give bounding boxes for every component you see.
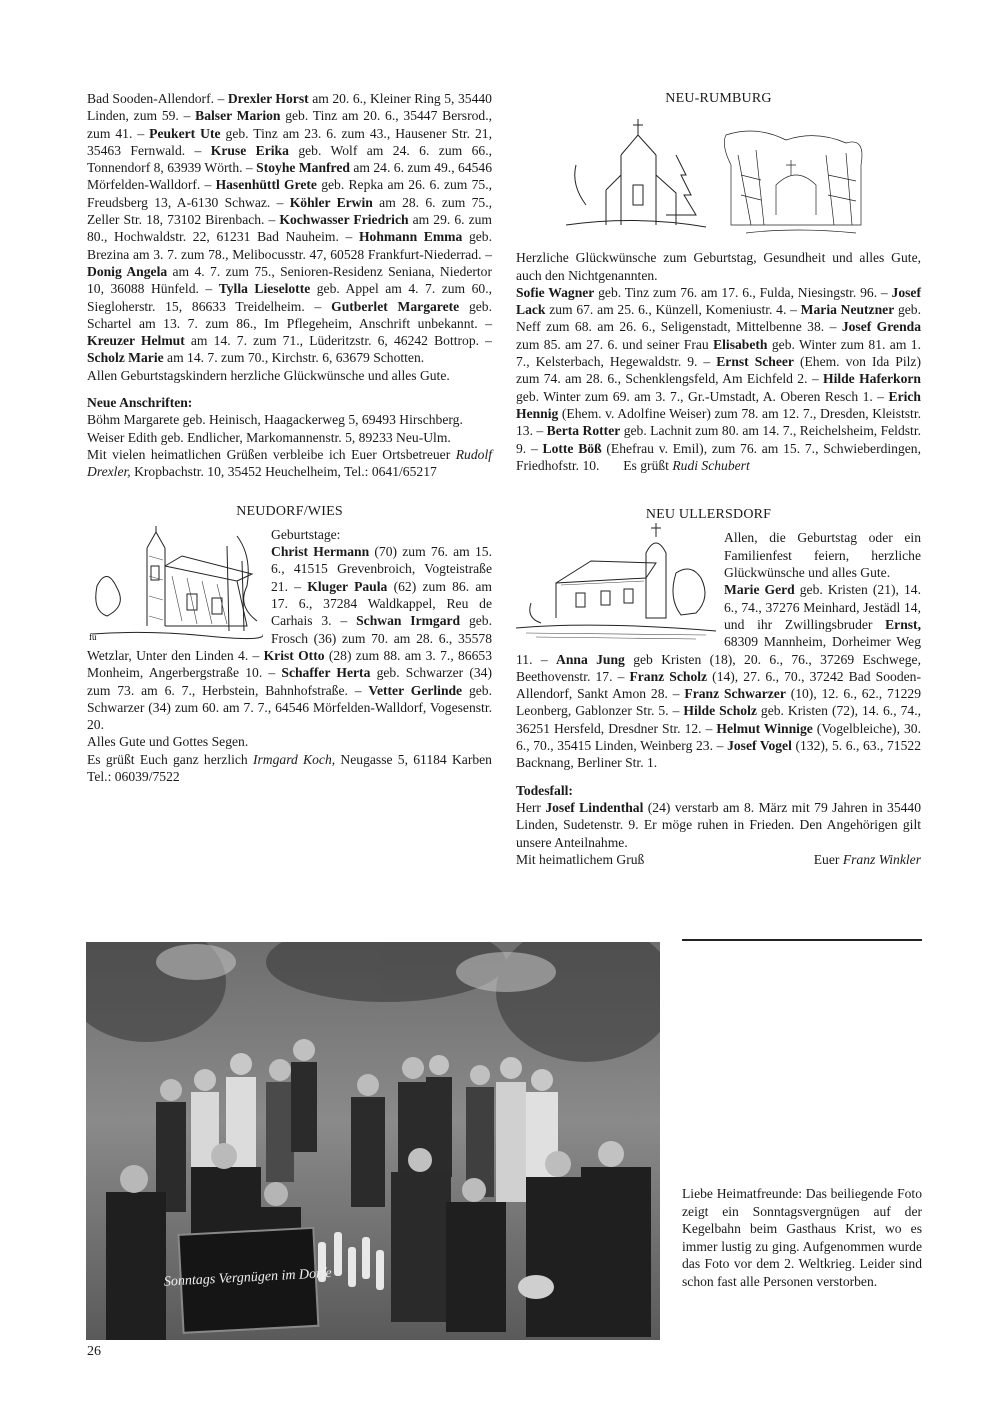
text-run: geb. Appel am 4. 7. zum 60., Siegloherstr. 15, 86633 Treidelheim. – (87, 281, 493, 314)
left-column (87, 90, 492, 785)
person-name: Hilde Scholz (683, 703, 757, 719)
wishes: Alles Gute und Gottes Segen. (87, 734, 249, 750)
photo-caption: Liebe Heimatfreunde: Das beiliegende Foto zeigt ein Sonntagsvergnügen auf der Kegelbahn beim Gasthaus Krist, wo es immer lustig zu ging. Aufgenommen wurde das Foto vor dem 2. Weltkrieg. Leider sind schon fast alle Personen verstorben. (682, 1186, 922, 1289)
person-name: Erich Hennig (516, 388, 921, 421)
text-run: (Ehem. von Ida Pilz) zum 74. am 28. 6., Schenklengsfeld, Am Eichfeld 2. – (516, 354, 921, 387)
text-run: (Vogelbleiche), 30. 6., 70., 35415 Linden, Weinberg 23. – (516, 720, 921, 754)
group-photo (86, 942, 660, 1340)
signature-schubert: Rudi Schubert (672, 457, 750, 473)
person-name: Josef Grenda (841, 319, 921, 335)
death-heading: Todesfall: (516, 782, 573, 798)
person-name: Peukert Ute (149, 125, 221, 141)
divider-rule (682, 939, 922, 941)
person-name: Schaffer Herta (281, 665, 371, 681)
greeting-drexler (87, 446, 492, 481)
text-run: geb. Lachnit zum 80. am 14. 7., Reichelsheim, Feldstr. 9. – (516, 423, 921, 456)
birthday-list-neu-rumburg (516, 284, 921, 474)
text-run: geb. Winter zum 69. am 3. 7., Gr.-Umstadt, A. Oberen Resch 1. – (516, 388, 889, 404)
person-name: Franz Schwarzer (684, 686, 786, 702)
text-run: geb. Kristen (21), 14. 6., 74., 37276 Meinhard, Jestädl 14, und ihr Zwillingsbruder (724, 582, 921, 632)
text-run: geb. Neff zum 68. am 26. 6., Seligenstadt, Mittelbenne 38. – (516, 302, 921, 335)
text-run: 68309 Mannheim, Dorheimer Weg 11. – (516, 634, 921, 667)
person-name: Kruse Erika (210, 142, 289, 158)
person-name: Drexler Horst (227, 91, 309, 106)
person-name: Kreuzer Helmut (87, 333, 185, 349)
text-run: am 28. 6. zum 75., Zeller Str. 18, 73102 Birenbach. – (87, 194, 492, 228)
closing-wishes: Allen Geburtstagskindern herzliche Glückwünsche und alles Gute. (87, 367, 450, 383)
text-run: geb Kristen (18), 20. 6., 76., 37269 Eschwege, Beethovenstr. 17. – (516, 651, 921, 684)
section-neu-rumburg (516, 90, 921, 474)
sign-left: Mit heimatlichem Gruß (516, 851, 645, 867)
person-name: Krist Otto (263, 647, 325, 663)
text-run: am 20. 6., Kleiner Ring 5, 35440 Linden, zum 59. – (87, 91, 492, 124)
text-run: zum 85. am 27. 6. und seiner Frau (516, 336, 714, 352)
signature-name: Irmgard Koch, (252, 751, 336, 767)
birthdays-label: Geburtstage: (271, 526, 341, 542)
text-run: (28) zum 88. am 3. 7., 86653 Monheim, Angerbergstraße 10. – (87, 647, 492, 681)
person-name: Stoyhe Manfred (256, 160, 350, 176)
church-sketch-neu-rumburg (516, 115, 921, 245)
text-run: Herr (516, 799, 546, 815)
person-name: Hasenhüttl Grete (215, 177, 317, 193)
person-name: Elisabeth (713, 336, 768, 352)
text-run: (Ehem. v. Adolfine Weiser) zum 78. am 12. 7., Dresden, Kleiststr. 13. – (516, 405, 921, 439)
church-sketch-neu-ullersdorf (516, 523, 716, 641)
person-name: Ernst, (885, 616, 921, 632)
photo-sign-text: Sonntags Vergnügen im Dorfe (163, 1265, 333, 1290)
right-column (516, 90, 921, 868)
sign-right-name: Franz Winkler (842, 851, 921, 867)
section-title: NEU-RUMBURG (665, 91, 772, 106)
section-neu-ullersdorf (516, 506, 921, 868)
person-name: Hohmann Emma (358, 229, 463, 245)
text-run: geb. Frosch (36) zum 70. am 28. 6., 35578 Wetzlar, Unter den Linden 4. – (87, 613, 493, 663)
person-name: Maria Neutzner (800, 302, 895, 318)
text-run: geb. Schwarzer (34) zum 60. am 7. 7., 64546 Mörfelden-Walldorf, Vogesenstr. 20. (87, 682, 492, 733)
person-name: Gutberlet Margarete (331, 298, 460, 314)
text-run: am 4. 7. zum 75., Senioren-Residenz Seniana, Niedertor 10, 36088 Hünfeld. – (87, 263, 492, 297)
person-name: Franz Scholz (629, 668, 708, 684)
text-run: Neugasse 5, 61184 Karben Tel.: 06039/7522 (87, 751, 492, 784)
person-name: Josef Vogel (727, 738, 792, 754)
text-run: zum 67. am 25. 6., Künzell, Komeniustr. 4. – (545, 302, 801, 318)
text-run: geb. Tinz am 23. 6. zum 43., Hausener Str. 21, 35463 Fernwald. – (87, 125, 493, 158)
person-name: Marie Gerd (724, 582, 795, 598)
signature-name: Rudolf Drexler, (87, 446, 492, 480)
person-name: Kluger Paula (307, 578, 388, 594)
section-title: NEU ULLERSDORF (645, 507, 772, 523)
person-name: Köhler Erwin (289, 194, 373, 210)
church-sketch-neudorf (87, 526, 263, 644)
person-name: Anna Jung (556, 651, 625, 667)
person-name: Balser Marion (195, 108, 281, 124)
page-number: 26 (87, 1344, 101, 1359)
text-run: Mit vielen heimatlichen Grüßen verbleibe ich Euer Ortsbetreuer (87, 446, 456, 462)
new-address: Böhm Margarete geb. Heinisch, Haagackerweg 5, 69493 Hirschberg. (87, 412, 463, 428)
text-run: (70) zum 76. am 15. 6., 41515 Grevenbroich, Vogteistraße 21. – (271, 544, 492, 594)
text-run: Kropbachstr. 10, 35452 Heuchelheim, Tel.: 0641/65217 (130, 464, 437, 480)
svg-text:fu: fu (89, 631, 97, 642)
person-name: Christ Hermann (271, 544, 370, 560)
person-name: Hilde Haferkorn (823, 371, 921, 387)
text-run: geb. Tinz am 20. 6., 35447 Bersrod., zum 41. – (87, 108, 492, 141)
text-run: am 14. 7. zum 71., Lüderitzstr. 6, 46242 Bottrop. – (184, 333, 492, 349)
person-name: Scholz Marie (87, 350, 164, 366)
text-run: am 24. 6. zum 49., 64546 Mörfelden-Walldorf. – (87, 160, 493, 193)
text-run: geb. Schwarzer (34) zum 73. am 6. 7., Herbstein, Bahnhofstraße. – (87, 665, 492, 698)
section-neudorf (87, 503, 492, 786)
intro-neu-ullersdorf: Allen, die Geburtstag oder ein Familienfest feiern, herzliche Glückwünsche und alles Gute. (724, 530, 921, 581)
text-run: geb. Brezina am 3. 7. zum 78., Melibocusstr. 47, 60528 Frankfurt-Niederrad. – (87, 229, 492, 262)
person-name: Berta Rotter (546, 423, 621, 439)
person-name: Vetter Gerlinde (368, 682, 463, 698)
text-run: (62) zum 86. am 17. 6., 37284 Waldkappel, Reu de Carhais 3. – (271, 578, 492, 629)
person-name: Ernst Scheer (716, 354, 794, 370)
text-run: (132), 5. 6., 63., 71522 Backnang, Berliner Str. 1. (516, 738, 921, 771)
person-name: Donig Angela (87, 263, 168, 279)
signature-koch (87, 751, 492, 786)
signature-winkler (516, 851, 921, 868)
intro-neu-rumburg: Herzliche Glückwünsche zum Geburtstag, Gesundheit und alles Gute, auch den Nichtgenannten. (516, 250, 921, 283)
text-run: geb. Kristen (72), 14. 6., 74., 36251 Hersfeld, Dresdner Str. 12. – (516, 703, 921, 736)
text-run: (10), 12. 6., 62., 71229 Leonberg, Gablonzer Str. 5. – (516, 686, 922, 719)
text-run: (14), 27. 6., 70., 37242 Bad Sooden-Allendorf, Sankt Amon 28. – (516, 668, 921, 702)
text-run: (24) verstarb am 8. März mit 79 Jahren in 35440 Linden, Sudetenstr. 9. Er möge ruhen in Frieden. Den Angehörigen gilt unsere Anteilnahme. (516, 799, 922, 850)
text-run: am 14. 7. zum 70., Kirchstr. 6, 63679 Schotten. (163, 350, 425, 366)
new-addresses-heading: Neue Anschriften: (87, 395, 193, 411)
person-name: Lotte Böß (542, 440, 602, 456)
text-run: geb. Schartel am 13. 7. zum 86., Im Pflegeheim, Anschrift unbekannt. – (87, 298, 492, 331)
person-name: Josef Lack (516, 284, 921, 318)
person-name: Josef Lindenthal (545, 799, 644, 815)
text-run: Es grüßt Euch ganz herzlich (87, 751, 253, 767)
section-title: NEUDORF/WIES (236, 503, 343, 519)
birthday-list-allendorf (87, 90, 492, 367)
death-notice (516, 799, 921, 851)
text-run: am 29. 6. zum 80., Hochwaldstr. 22, 61231 Bad Nauheim. – (87, 212, 492, 245)
new-address: Weiser Edith geb. Endlicher, Markomannenstr. 5, 89233 Neu-Ulm. (87, 429, 451, 445)
text-run: geb. Winter zum 81. am 1. 7., Kelsterbach, Hegewaldstr. 9. – (516, 336, 921, 370)
sign-right-prefix: Euer (813, 851, 840, 867)
person-name: Schwan Irmgard (356, 613, 461, 629)
text-run: (Ehefrau v. Emil), zum 76. am 15. 7., Schwieberdingen, Friedhofstr. 10. (516, 440, 921, 473)
sign-prefix: Es grüßt (623, 457, 669, 473)
text-run: geb. Tinz zum 76. am 17. 6., Fulda, Niesingstr. 96. – (594, 284, 892, 300)
text-run: geb. Repka am 26. 6. zum 75., Freudsberg 13, A-6130 Schwaz. – (87, 177, 492, 210)
text-run: geb. Wolf am 24. 6. zum 66., Tonnendorf 8, 63939 Wörth. – (87, 142, 492, 176)
person-name: Kochwasser Friedrich (279, 212, 409, 228)
person-name: Sofie Wagner (516, 284, 595, 300)
person-name: Tylla Lieselotte (218, 281, 311, 297)
person-name: Helmut Winnige (716, 720, 813, 736)
text-run: Bad Sooden-Allendorf. – (87, 91, 228, 106)
